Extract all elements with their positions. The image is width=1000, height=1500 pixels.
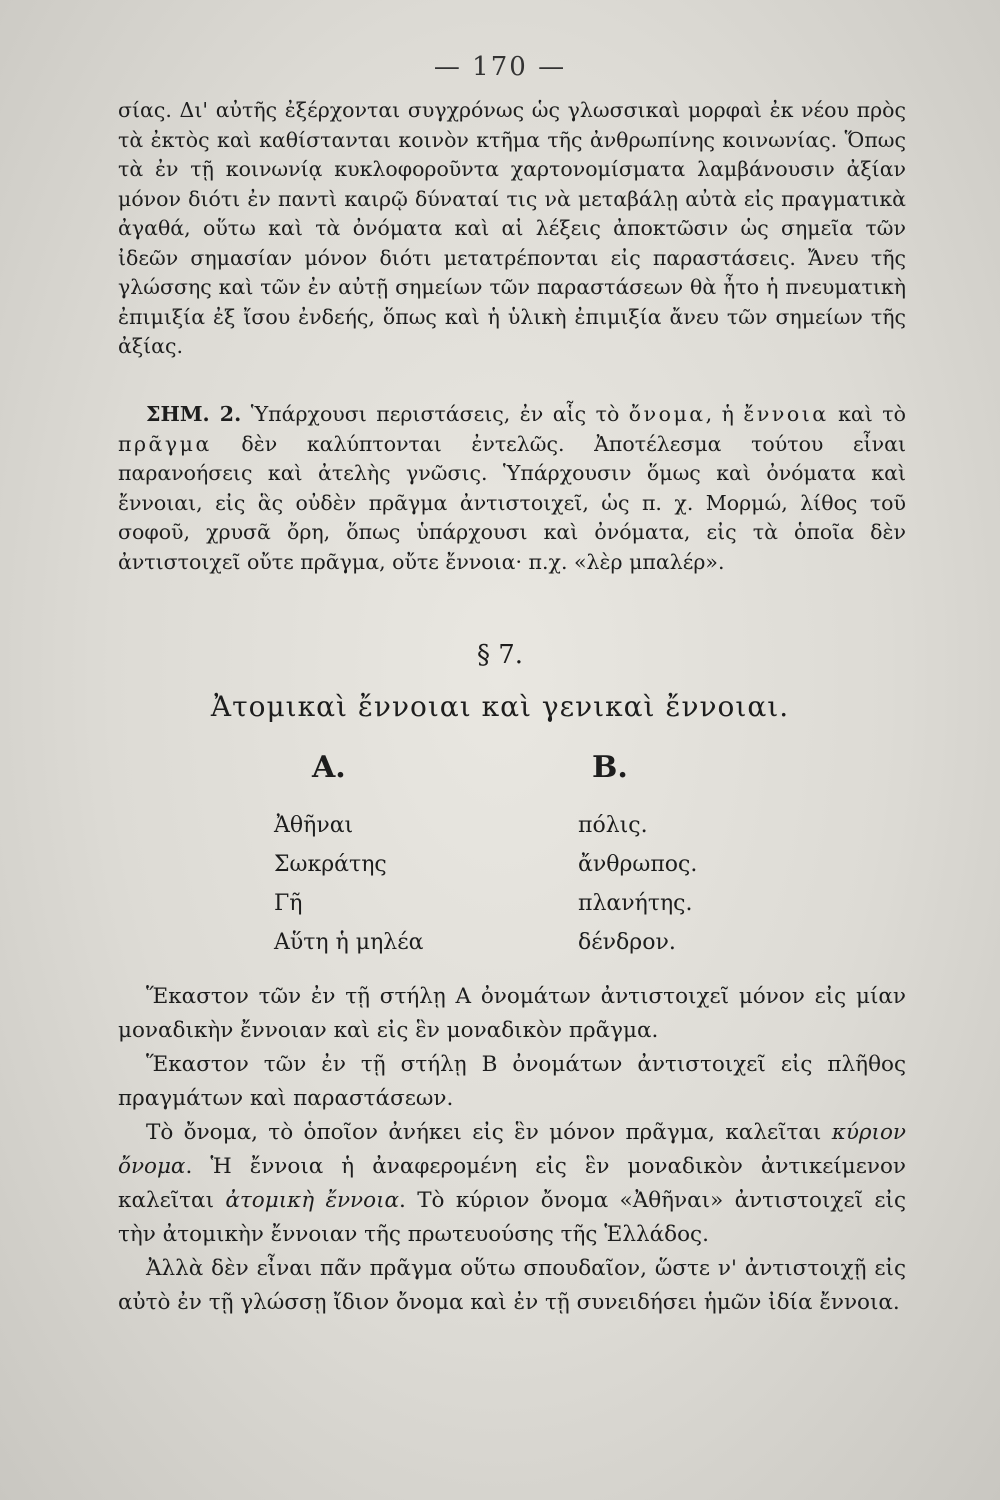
note-paragraph: [118, 400, 906, 577]
paragraph-text-part: . Τὸ κύριον ὄνομα «Ἀθῆναι» ἀντιστοιχεῖ εἰς τὴν ἀτομικὴν ἔννοιαν τῆς πρωτευούσης τῆς Ἑλλάδος.: [118, 1188, 906, 1247]
list-item: Αὕτη ἡ μηλέα: [274, 930, 424, 955]
italic-term: κύριον ὄνομα: [118, 1120, 906, 1179]
spaced-term-onoma: ὄνομα: [628, 402, 706, 426]
list-item: ἄνθρωπος.: [578, 852, 698, 877]
list-item: Σωκράτης: [274, 852, 387, 877]
paragraph: Ἕκαστον τῶν ἐν τῇ στήλῃ Α ὀνομάτων ἀντιστοιχεῖ μόνον εἰς μίαν μοναδικὴν ἔννοιαν καὶ εἰς ἓν μοναδικὸν πρᾶγμα.: [118, 984, 906, 1043]
note-text-part: καὶ τὸ: [838, 402, 906, 426]
note-text-part: Ὑπάρχουσι περιστάσεις, ἐν αἷς τὸ: [250, 402, 620, 426]
note-2: [118, 400, 906, 577]
column-a-list: [274, 806, 423, 962]
paragraph: Ἕκαστον τῶν ἐν τῇ στήλῃ Β ὀνομάτων ἀντιστοιχεῖ εἰς πλῆθος πραγμάτων καὶ παραστάσεων.: [118, 1052, 906, 1111]
paragraph-continued: [118, 96, 906, 362]
column-b-list: [578, 806, 697, 962]
paragraph-text-part: . Ἡ ἔννοια ἡ ἀναφερομένη εἰς ἓν μοναδικὸν ἀντικείμενον καλεῖται: [118, 1154, 906, 1213]
column-b-heading: Β.: [592, 750, 628, 785]
page-number: — 170 —: [433, 52, 567, 82]
note-text-part: δὲν καλύπτονται ἐντελῶς. Ἀποτέλεσμα τούτου εἶναι παρανοήσεις καὶ ἀτελὴς γνῶσις. Ὑπάρχουσιν ὅμως καὶ ὀνόματα καὶ ἔννοιαι, εἰς ἃς οὐδὲν πρᾶγμα ἀντιστοιχεῖ, ὡς π. χ. Μορμώ, λίθος τοῦ σοφοῦ, χρυσᾶ ὄρη, ὅπως ὑπάρχουσι καὶ ὀνόματα, εἰς τὰ ὁποῖα δὲν ἀντιστοιχεῖ οὔτε πρᾶγμα, οὔτε ἔννοια· π.χ. «λὲρ μπαλέρ».: [118, 431, 906, 574]
list-item: πόλις.: [578, 813, 648, 838]
list-item: Ἀθῆναι: [274, 813, 354, 838]
list-item: Γῆ: [274, 891, 303, 916]
section-number: § 7.: [476, 640, 524, 670]
spaced-term-ennoia: ἔννοια: [743, 402, 829, 426]
paragraph: Ἀλλὰ δὲν εἶναι πᾶν πρᾶγμα οὕτω σπουδαῖον, ὥστε ν' ἀντιστοιχῇ εἰς αὐτὸ ἐν τῇ γλώσσῃ ἴδιον ὄνομα καὶ ἐν τῇ συνειδήσει ἡμῶν ἰδία ἔννοια.: [118, 1256, 906, 1315]
note-text-part: , ἡ: [705, 402, 734, 426]
spaced-term-pragma: πρᾶγμα: [118, 431, 212, 456]
paragraph-text-part: Τὸ ὄνομα, τὸ ὁποῖον ἀνήκει εἰς ἓν μόνον πρᾶγμα, καλεῖται: [146, 1120, 822, 1145]
italic-term: ἀτομικὴ ἔννοια: [225, 1188, 400, 1213]
column-a-heading: Α.: [312, 750, 346, 785]
paragraph-text: σίας. Δι' αὐτῆς ἐξέρχονται συγχρόνως ὡς γλωσσικαὶ μορφαὶ ἐκ νέου πρὸς τὰ ἐκτὸς καὶ καθίστανται κοινὸν κτῆμα τῆς ἀνθρωπίνης κοινωνίας. Ὅπως τὰ ἐν τῇ κοινωνίᾳ κυκλοφοροῦντα χαρτονομίσματα λαμβάνουσιν ἀξίαν μόνον διότι ἐν παντὶ καιρῷ δύναταί τις νὰ μεταβάλῃ αὐτὰ εἰς πραγματικὰ ἀγαθά, οὕτω καὶ τὰ ὀνόματα καὶ αἱ λέξεις ἀποκτῶσιν ὡς σημεῖα τῶν ἰδεῶν σημασίαν μόνον διότι μετατρέπονται εἰς παραστάσεις. Ἄνευ τῆς γλώσσης καὶ τῶν ἐν αὐτῇ σημείων τῶν παραστάσεων θὰ ἦτο ἡ πνευματικὴ ἐπιμιξία ἐξ ἴσου ἐνδεής, ὅπως καὶ ἡ ὑλικὴ ἐπιμιξία ἄνευ τῶν σημείων τῆς ἀξίας.: [118, 98, 906, 358]
list-item: δένδρον.: [578, 930, 676, 955]
list-item: πλανήτης.: [578, 891, 693, 916]
note-label: ΣΗΜ. 2.: [146, 402, 242, 426]
section-body: [118, 980, 906, 1320]
section-title: Ἀτομικαὶ ἔννοιαι καὶ γενικαὶ ἔννοιαι.: [210, 690, 790, 723]
paragraph: [118, 1116, 906, 1252]
